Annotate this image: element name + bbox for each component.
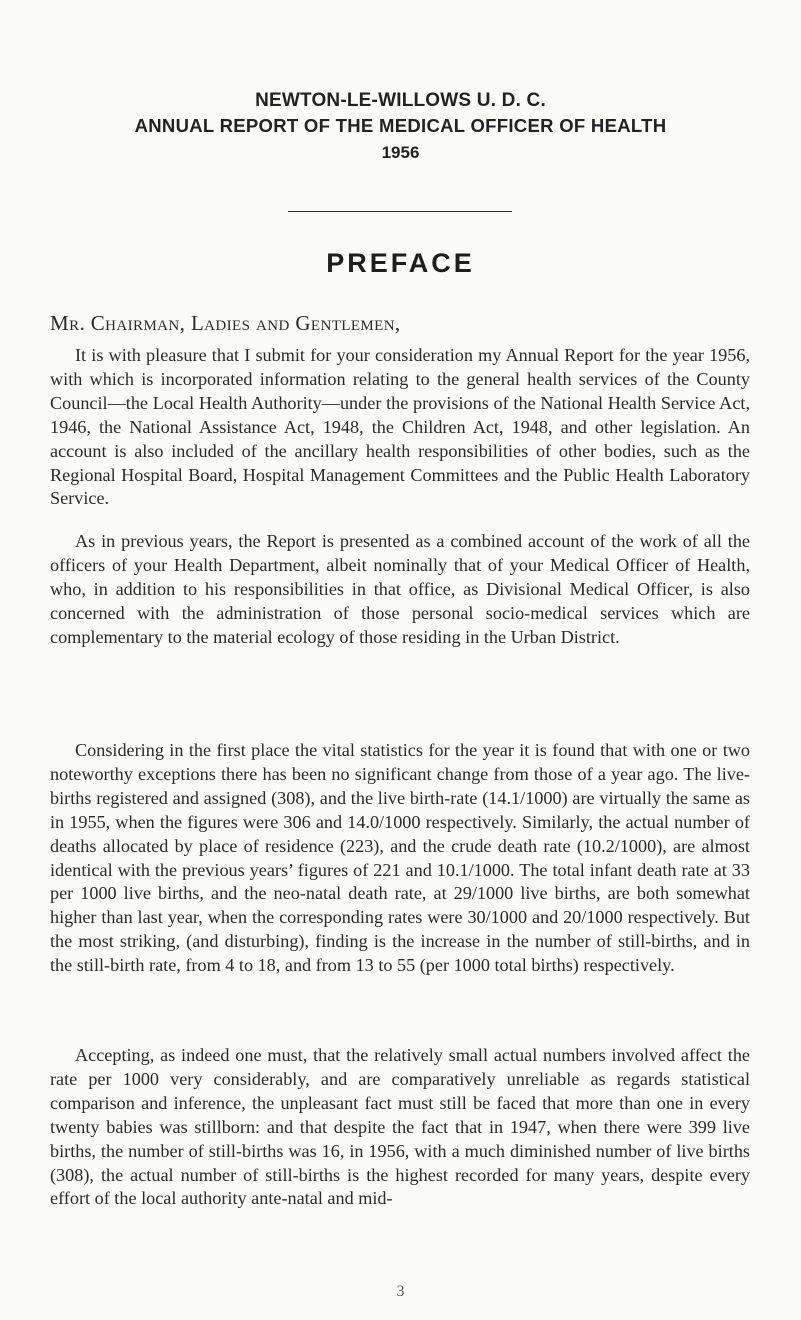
paragraph-1: It is with pleasure that I submit for your consideration my Annual Report for the year 1956, with which is incorporated information relating to the general health services of the County Council—the Local Health Authority—under the provisions of the National Health Service Act, 1946, the National Assistance Act, 1948, the Children Act, 1948, and other legislation. An account is also included of the ancillary health responsibilities of other bodies, such as the Regional Hospital Board, Hospital Management Committees and the Public Health Laboratory Service. — [50, 345, 750, 509]
salutation: Mr. Chairman, Ladies and Gentlemen, — [50, 311, 401, 335]
paragraph-4: Accepting, as indeed one must, that the relatively small actual numbers involved affect the rate per 1000 very considerably, and are comparatively unreliable as regards statistical comparison and inference, the unpleasant fact must still be faced that more than one in every twenty babies was stillborn: and that despite the fact that in 1947, when there were 399 live births, the number of still-births was 16, in 1956, with a much diminished number of live births (308), the actual number of still-births is the highest recorded for many years, despite every effort of the local authority ante-natal and mid- — [50, 1045, 750, 1209]
paragraph-3: Considering in the first place the vital statistics for the year it is found that with one or two noteworthy exceptions there has been no significant change from those of a year ago. The live-births registered and assigned (308), and the live birth-rate (14.1/1000) are virtually the same as in 1955, when the figures were 306 and 14.0/1000 respectively. Similarly, the actual number of deaths allocated by place of residence (223), and the crude death rate (10.2/1000), are almost identical with the previous years’ figures of 221 and 10.1/1000. The total infant death rate at 33 per 1000 live births, and the neo-natal death rate, at 29/1000 live births, are both somewhat higher than last year, when the corresponding rates were 30/1000 and 20/1000 respectively. But the most striking, (and disturbing), finding is the increase in the number of still-births, and in the still-birth rate, from 4 to 18, and from 13 to 55 (per 1000 total births) respectively. — [50, 740, 750, 976]
report-year: 1956 — [381, 143, 420, 162]
page-number: 3 — [396, 1283, 405, 1300]
divider-rule — [288, 211, 512, 212]
section-title: PREFACE — [326, 248, 475, 278]
report-title: ANNUAL REPORT OF THE MEDICAL OFFICER OF HEALTH — [134, 115, 667, 136]
paragraph-2: As in previous years, the Report is presented as a combined account of the work of all the officers of your Health Department, albeit nominally that of your Medical Officer of Health, who, in addition to his responsibilities in that office, as Divisional Medical Officer, is also concerned with the administration of those personal socio-medical services which are complementary to the material ecology of those residing in the Urban District. — [50, 531, 750, 647]
council-name: NEWTON-LE-WILLOWS U. D. C. — [255, 90, 546, 111]
